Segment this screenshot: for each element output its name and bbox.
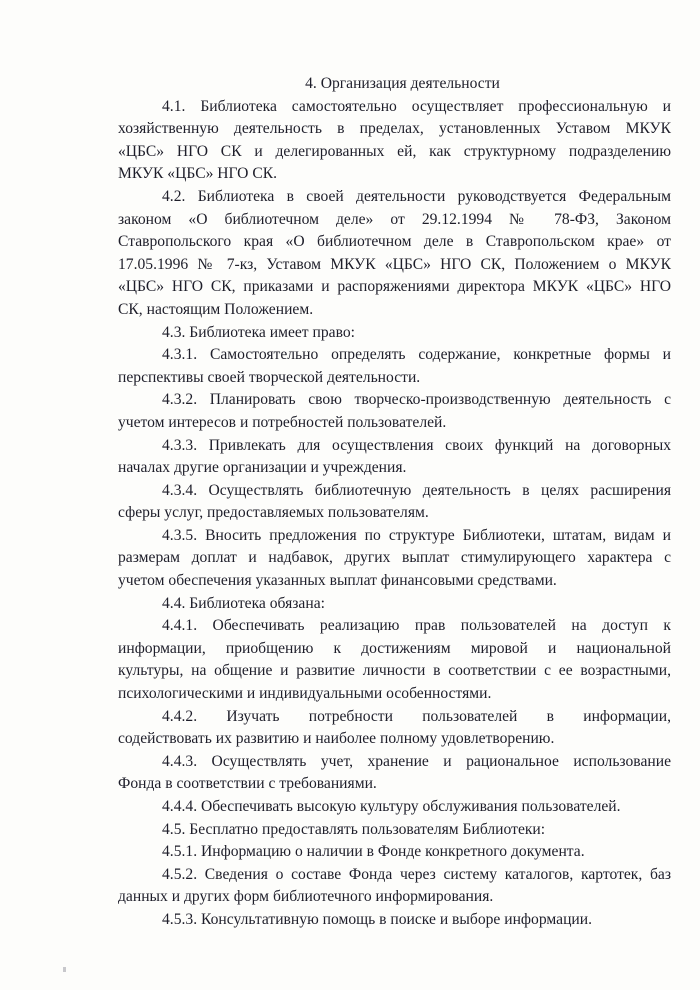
paragraph-list <box>118 96 671 932</box>
paragraph-line: учетом интересов и потребностей пользователей. <box>118 413 447 431</box>
paragraph-4-5 <box>118 819 671 842</box>
paragraph-line: содействовать их развитию и наиболее полному удовлетворению. <box>118 730 555 748</box>
paragraph-line: 4.5.2. Сведения о составе Фонда через систему каталогов, картотек, баз <box>162 865 671 883</box>
paragraph-4-4-4 <box>118 796 671 819</box>
paragraph-line: 4.3. Библиотека имеет право: <box>162 323 355 341</box>
paragraph-4-5-3 <box>118 909 671 932</box>
paragraph-line: МКУК «ЦБС» НГО СК. <box>118 165 278 183</box>
paragraph-4-4-1 <box>118 615 671 705</box>
paragraph-line: 4.4.3. Осуществлять учет, хранение и рациональное использование <box>162 752 671 770</box>
paragraph-line: перспективы своей творческой деятельности. <box>118 368 421 386</box>
paragraph-line: 4.3.2. Планировать свою творческо-производственную деятельность с <box>162 391 671 409</box>
paragraph-line: Ставропольского края «О библиотечном деле в Ставропольском крае» от <box>118 233 671 251</box>
paragraph-line: 4.5. Бесплатно предоставлять пользователям Библиотеки: <box>162 820 546 838</box>
scan-speck <box>63 967 66 972</box>
paragraph-4-2 <box>118 186 671 322</box>
paragraph-line: 17.05.1996 № 7-кз, Уставом МКУК «ЦБС» НГО СК, Положением о МКУК <box>118 255 671 273</box>
paragraph-line: психологическими и индивидуальными особенностями. <box>118 685 492 703</box>
paragraph-line: 4.1. Библиотека самостоятельно осуществляет профессиональную и <box>162 97 671 115</box>
paragraph-line: началах другие организации и учреждения. <box>118 459 407 477</box>
paragraph-line: учетом обеспечения указанных выплат финансовыми средствами. <box>118 572 557 590</box>
paragraph-line: данных и других форм библиотечного информирования. <box>118 888 494 906</box>
section-heading: 4. Организация деятельности <box>305 75 500 92</box>
paragraph-line: сферы услуг, предоставляемых пользователям. <box>118 504 429 522</box>
paragraph-line: 4.4. Библиотека обязана: <box>162 594 325 612</box>
paragraph-4-3-5 <box>118 525 671 593</box>
paragraph-4-1 <box>118 96 671 186</box>
paragraph-line: 4.3.3. Привлекать для осуществления своих функций на договорных <box>162 436 671 454</box>
paragraph-4-5-2 <box>118 864 671 909</box>
paragraph-line: 4.3.4. Осуществлять библиотечную деятельность в целях расширения <box>162 481 671 499</box>
paragraph-line: 4.4.2. Изучать потребности пользователей в информации, <box>162 707 671 725</box>
paragraph-4-4-3 <box>118 751 671 796</box>
paragraph-line: размерам доплат и надбавок, других выплат стимулирующего характера с <box>118 549 671 567</box>
paragraph-line: 4.4.4. Обеспечивать высокую культуру обслуживания пользователей. <box>162 798 621 815</box>
paragraph-4-5-1 <box>118 841 671 864</box>
paragraph-line: информации, приобщению к достижениям мировой и национальной <box>118 639 671 657</box>
paragraph-line: 4.3.5. Вносить предложения по структуре Библиотеки, штатам, видам и <box>162 526 671 544</box>
paragraph-4-3-2 <box>118 389 671 434</box>
paragraph-4-3 <box>118 322 671 345</box>
paragraph-line: 4.4.1. Обеспечивать реализацию прав пользователей на доступ к <box>162 617 671 635</box>
paragraph-line: «ЦБС» НГО СК и делегированных ей, как структурному подразделению <box>118 142 671 160</box>
paragraph-4-3-4 <box>118 480 671 525</box>
paragraph-line: Фонда в соответствии с требованиями. <box>118 775 377 793</box>
paragraph-4-3-1 <box>118 344 671 389</box>
paragraph-line: СК, настоящим Положением. <box>118 300 314 318</box>
paragraph-line: 4.5.1. Информацию о наличии в Фонде конкретного документа. <box>162 843 585 861</box>
document-body <box>118 73 671 932</box>
paragraph-4-4 <box>118 593 671 616</box>
paragraph-line: 4.3.1. Самостоятельно определять содержание, конкретные формы и <box>162 346 671 364</box>
paragraph-4-4-2 <box>118 706 671 751</box>
paragraph-line: законом «О библиотечном деле» от 29.12.1994 № 78-ФЗ, Законом <box>118 210 671 228</box>
paragraph-line: культуры, на общение и развитие личности в соответствии с ее возрастными, <box>118 662 671 680</box>
paragraph-4-3-3 <box>118 435 671 480</box>
paragraph-line: 4.2. Библиотека в своей деятельности руководствуется Федеральным <box>162 187 671 205</box>
paragraph-line: хозяйственную деятельность в пределах, установленных Уставом МКУК <box>118 120 671 138</box>
paragraph-line: 4.5.3. Консультативную помощь в поиске и выборе информации. <box>162 910 593 928</box>
paragraph-line: «ЦБС» НГО СК, приказами и распоряжениями директора МКУК «ЦБС» НГО <box>118 278 671 296</box>
